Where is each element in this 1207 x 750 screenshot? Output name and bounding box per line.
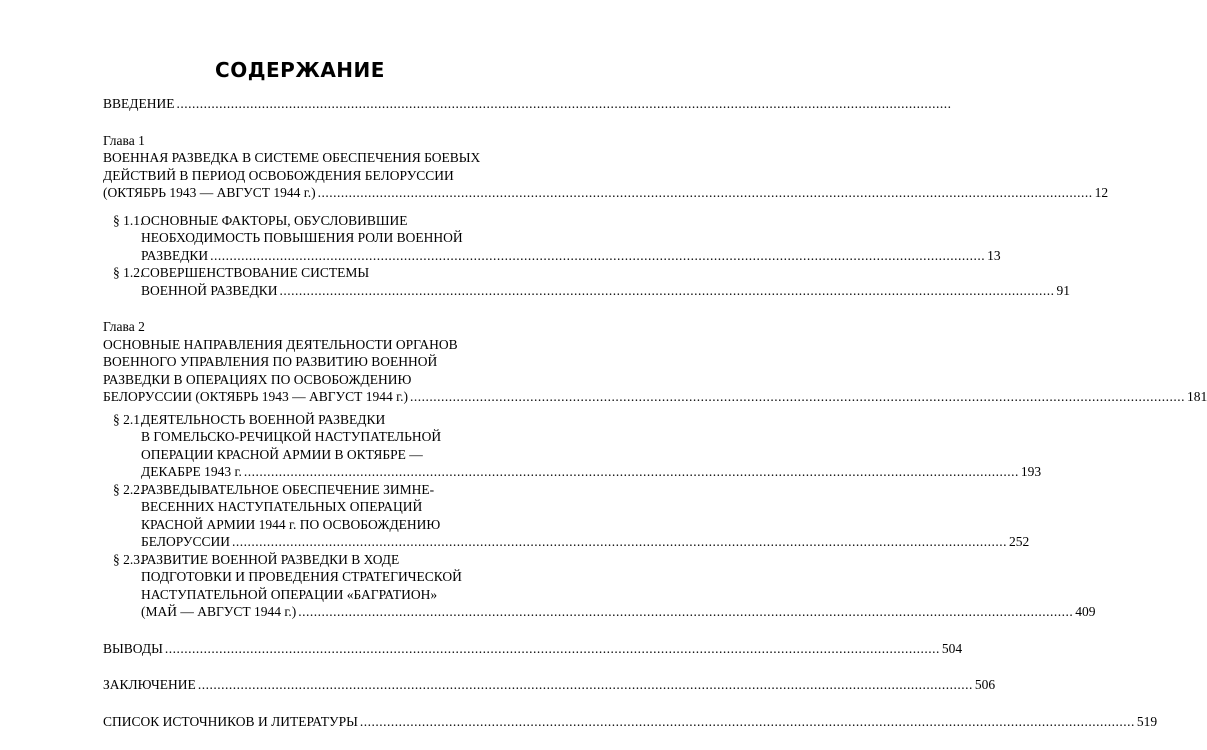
entry-title-line: ОСНОВНЫЕ ФАКТОРЫ, ОБУСЛОВИВШИЕ	[141, 212, 408, 228]
toc-entry-section-2-1[interactable]	[113, 411, 1042, 481]
section-number: § 1.2.	[113, 265, 144, 280]
dot-leader: ........................................................................................................................................................................................................	[176, 96, 952, 111]
entry-title-line: ДЕЯТЕЛЬНОСТЬ ВОЕННОЙ РАЗВЕДКИ	[141, 411, 386, 427]
page-number: 504	[941, 640, 963, 656]
entry-title-line: ВВЕДЕНИЕ	[103, 96, 175, 111]
page-title: СОДЕРЖАНИЕ	[215, 58, 385, 82]
entry-title-line: НАСТУПАТЕЛЬНОЙ ОПЕРАЦИИ «БАГРАТИОН»	[141, 586, 438, 602]
page-number: 252	[1008, 534, 1030, 549]
dot-leader: ........................................................................................................................................................................................................	[317, 185, 1093, 200]
dot-leader: ........................................................................................................................................................................................................	[164, 640, 940, 656]
toc-entry-conclusions[interactable]	[103, 640, 963, 658]
entry-title-line: ВЕСЕННИХ НАСТУПАТЕЛЬНЫХ ОПЕРАЦИЙ	[141, 499, 423, 514]
section-number: § 2.2.	[113, 481, 144, 497]
entry-title-line: РАЗВЕДКИ	[141, 247, 209, 263]
page-number: 506	[974, 677, 996, 692]
toc-entry-chapter-2[interactable]	[103, 336, 1207, 406]
section-number: § 1.1.	[113, 212, 144, 228]
entry-title-line: РАЗВЕДЫВАТЕЛЬНОЕ ОБЕСПЕЧЕНИЕ ЗИМНЕ-	[141, 481, 435, 497]
dot-leader: ........................................................................................................................................................................................................	[298, 604, 1074, 619]
entry-title-line: ОСНОВНЫЕ НАПРАВЛЕНИЯ ДЕЯТЕЛЬНОСТИ ОРГАНОВ	[103, 336, 458, 352]
dot-leader: ........................................................................................................................................................................................................	[231, 534, 1007, 549]
entry-title-line: В ГОМЕЛЬСКО-РЕЧИЦКОЙ НАСТУПАТЕЛЬНОЙ	[141, 429, 442, 444]
toc-entry-afterword[interactable]	[103, 676, 996, 694]
dot-leader: ........................................................................................................................................................................................................	[243, 464, 1019, 479]
section-number: § 2.3.	[113, 551, 144, 567]
entry-title-line: ПОДГОТОВКИ И ПРОВЕДЕНИЯ СТРАТЕГИЧЕСКОЙ	[141, 569, 462, 584]
entry-title-line: ЗАКЛЮЧЕНИЕ	[103, 677, 196, 692]
page-number: 409	[1075, 604, 1096, 619]
table-of-contents	[103, 95, 1207, 730]
page-number: 181	[1186, 389, 1207, 404]
entry-title-line: КРАСНОЙ АРМИИ 1944 г. ПО ОСВОБОЖДЕНИЮ	[141, 516, 441, 532]
page-number: 519	[1136, 713, 1158, 729]
dot-leader: ........................................................................................................................................................................................................	[197, 677, 973, 692]
entry-title-line: ОПЕРАЦИИ КРАСНОЙ АРМИИ В ОКТЯБРЕ —	[141, 446, 423, 462]
entry-title-line: СПИСОК ИСТОЧНИКОВ И ЛИТЕРАТУРЫ	[103, 713, 358, 729]
entry-title-line: (ОКТЯБРЬ 1943 — АВГУСТ 1944 г.)	[103, 185, 316, 200]
dot-leader: ........................................................................................................................................................................................................	[409, 389, 1185, 404]
entry-title-line: ДЕКАБРЕ 1943 г.	[141, 464, 242, 479]
entry-title-line: НЕОБХОДИМОСТЬ ПОВЫШЕНИЯ РОЛИ ВОЕННОЙ	[141, 230, 463, 245]
entry-title-line: РАЗВИТИЕ ВОЕННОЙ РАЗВЕДКИ В ХОДЕ	[141, 551, 400, 567]
dot-leader: ........................................................................................................................................................................................................	[359, 713, 1135, 729]
entry-title-line: БЕЛОРУССИИ	[141, 534, 230, 549]
section-number: § 2.1.	[113, 411, 144, 427]
chapter-1-label: Глава 1	[103, 132, 145, 148]
chapter-2-label: Глава 2	[103, 319, 145, 334]
entry-title-line: ВОЕННАЯ РАЗВЕДКА В СИСТЕМЕ ОБЕСПЕЧЕНИЯ БОЕВЫХ	[103, 150, 481, 165]
toc-entry-section-1-2[interactable]	[113, 264, 1071, 299]
entry-title-line: ВОЕННОЙ РАЗВЕДКИ	[141, 282, 278, 298]
dot-leader: ........................................................................................................................................................................................................	[279, 282, 1055, 298]
toc-entry-introduction[interactable]	[103, 95, 952, 113]
toc-entry-section-2-3[interactable]	[113, 551, 1096, 621]
page-number: 13	[987, 247, 1001, 263]
entry-title-line: РАЗВЕДКИ В ОПЕРАЦИЯХ ПО ОСВОБОЖДЕНИЮ	[103, 371, 412, 387]
page-number: 12	[1094, 185, 1109, 200]
entry-title-line: ВОЕННОГО УПРАВЛЕНИЯ ПО РАЗВИТИЮ ВОЕННОЙ	[103, 354, 438, 369]
dot-leader: ........................................................................................................................................................................................................	[210, 247, 986, 263]
entry-title-line: БЕЛОРУССИИ (ОКТЯБРЬ 1943 — АВГУСТ 1944 г.)	[103, 389, 408, 404]
entry-title-line: ДЕЙСТВИЙ В ПЕРИОД ОСВОБОЖДЕНИЯ БЕЛОРУССИИ	[103, 167, 454, 183]
page-number: 91	[1056, 282, 1071, 298]
toc-entry-section-2-2[interactable]	[113, 481, 1030, 551]
page-number: 193	[1020, 464, 1042, 479]
toc-entry-chapter-1[interactable]	[103, 149, 1109, 202]
toc-entry-bibliography[interactable]	[103, 713, 1158, 731]
toc-entry-section-1-1[interactable]	[113, 212, 1001, 265]
entry-title-line: (МАЙ — АВГУСТ 1944 г.)	[141, 604, 297, 619]
entry-title-line: ВЫВОДЫ	[103, 640, 163, 656]
entry-title-line: СОВЕРШЕНСТВОВАНИЕ СИСТЕМЫ	[141, 265, 370, 280]
